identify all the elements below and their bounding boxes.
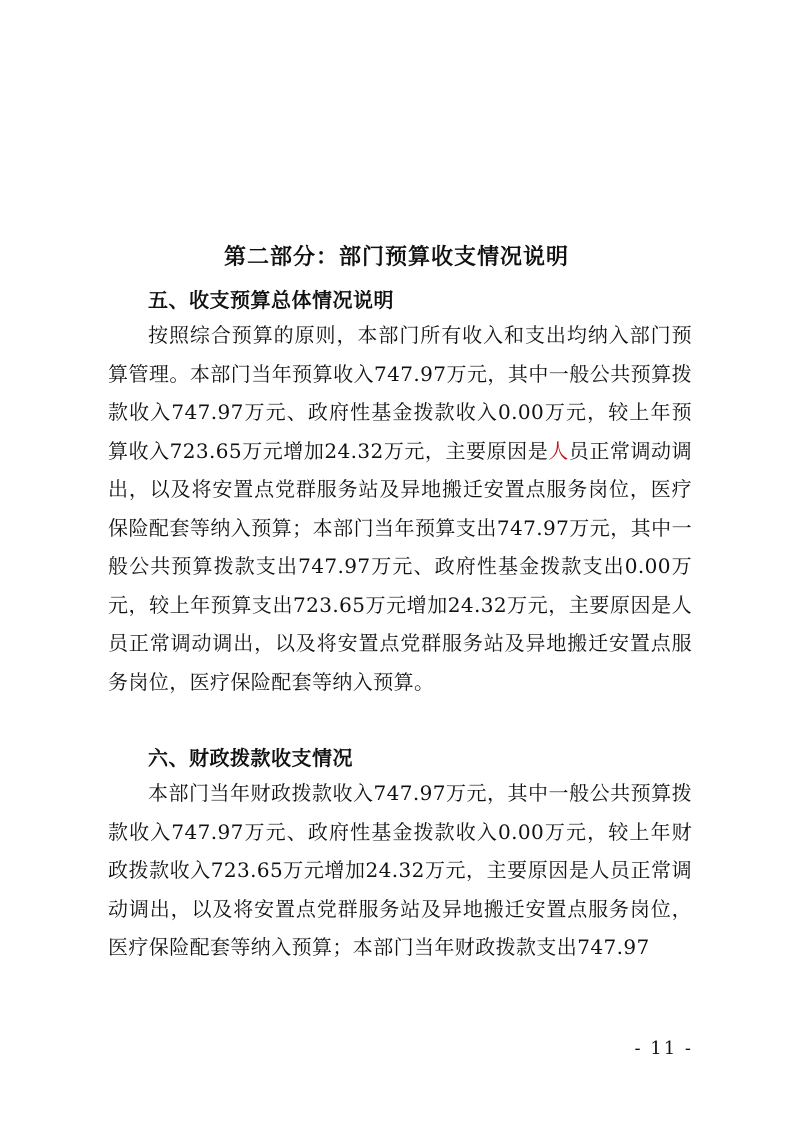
paragraph-text-part-a: 按照综合预算的原则，本部门所有收入和支出均纳入部门预算管理。本部门当年预算收入747.97万元，其中一般公共预算拨款收入747.97万元、政府性基金拨款收入0.00万元，较上年预算收入723.65万元增加24.32万元，主要原因是	[108, 323, 692, 463]
section-heading-fiscal-appropriation: 六、财政拨款收支情况	[148, 746, 353, 770]
section-heading-budget-overview: 五、收支预算总体情况说明	[148, 288, 394, 312]
paragraph-fiscal-appropriation: 本部门当年财政拨款收入747.97万元，其中一般公共预算拨款收入747.97万元、政府性基金拨款收入0.00万元，较上年财政拨款收入723.65万元增加24.32万元，主要原因是人员正常调动调出，以及将安置点党群服务站及异地搬迁安置点服务岗位，医疗保险配套等纳入预算；本部门当年财政拨款支出747.97	[108, 781, 692, 959]
paragraph-budget-overview	[108, 316, 692, 701]
page-number: - 11 -	[634, 1038, 693, 1059]
highlighted-character: 人	[548, 438, 569, 463]
paragraph-text-part-b: 员正常调动调出，以及将安置点党群服务站及异地搬迁安置点服务岗位，医疗保险配套等纳入预算；本部门当年预算支出747.97万元，其中一般公共预算拨款支出747.97万元、政府性基金拨款支出0.00万元，较上年预算支出723.65万元增加24.32万元，主要原因是人员正常调动调出，以及将安置点党群服务站及异地搬迁安置点服务岗位，医疗保险配套等纳入预算。	[108, 438, 692, 694]
part-title: 第二部分：部门预算收支情况说明	[223, 244, 569, 270]
